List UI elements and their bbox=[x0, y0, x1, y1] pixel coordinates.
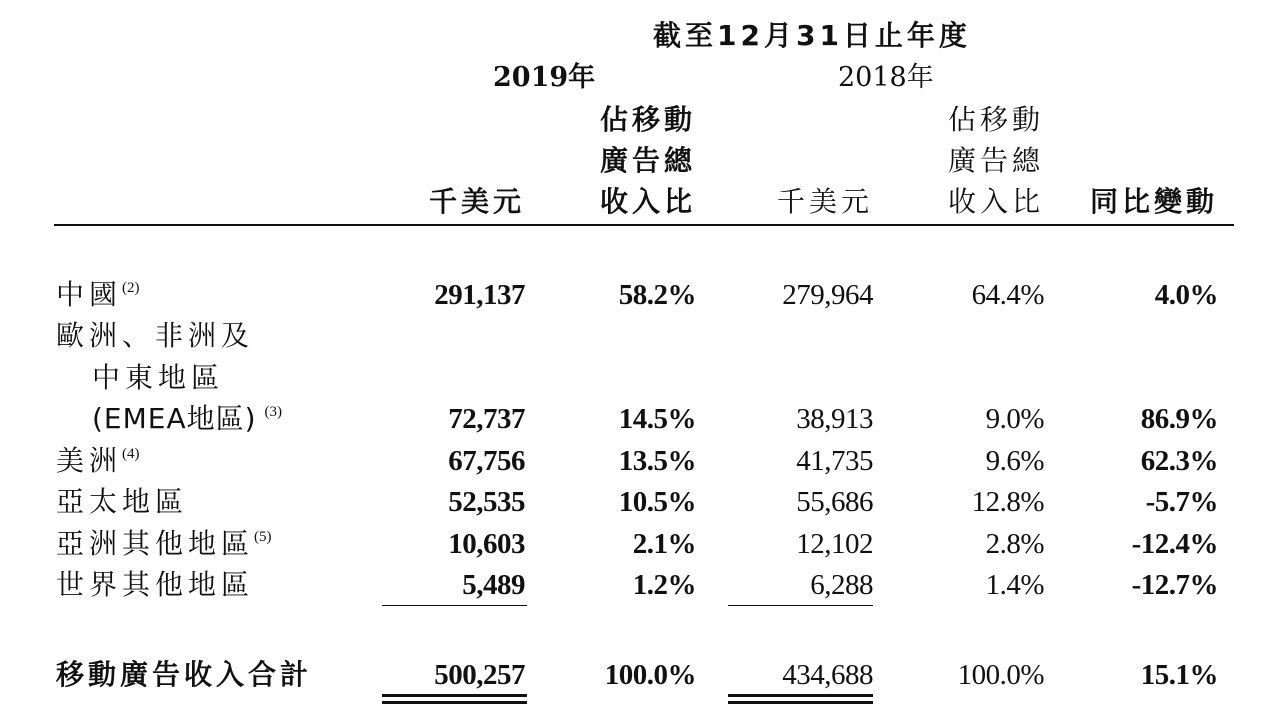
americas-2019-pct: 13.5% bbox=[618, 445, 696, 477]
year-current: 2019年 bbox=[493, 62, 596, 93]
subtotal-rule-2018 bbox=[728, 605, 873, 606]
year-prior: 2018年 bbox=[838, 62, 934, 93]
total-2018-pct: 100.0% bbox=[957, 659, 1044, 691]
rest-of-world-2019-pct: 1.2% bbox=[632, 569, 696, 601]
americas-change: 62.3% bbox=[1140, 445, 1218, 477]
row-label-americas: 美洲$^{(4)}$ bbox=[56, 444, 140, 477]
col-pct-2019-line1: 佔移動 bbox=[599, 103, 696, 136]
row-label-apac: 亞太地區 bbox=[56, 485, 189, 518]
americas-2018-usd: 41,735 bbox=[796, 445, 873, 477]
col-usd-2019: 千美元 bbox=[428, 185, 525, 218]
emea-2018-usd: 38,913 bbox=[796, 403, 873, 435]
china-2019-pct: 58.2% bbox=[618, 279, 696, 311]
rest-of-world-2018-pct: 1.4% bbox=[985, 569, 1044, 601]
col-usd-2018: 千美元 bbox=[776, 185, 873, 218]
col-pct-2018-line2: 廣告總 bbox=[947, 144, 1044, 177]
header-rule bbox=[54, 224, 1234, 226]
row-label-china: 中國$^{(2)}$ bbox=[56, 278, 140, 311]
total-double-rule-2018-top bbox=[728, 694, 873, 697]
row-label-emea-line1: 歐洲、非洲及 bbox=[56, 319, 255, 352]
emea-2018-pct: 9.0% bbox=[985, 403, 1044, 435]
total-double-rule-2019-top bbox=[382, 694, 527, 697]
total-double-rule-2018-bottom bbox=[728, 701, 873, 704]
rest-of-world-change: -12.7% bbox=[1131, 569, 1218, 601]
total-label: 移動廣告收入合計 bbox=[56, 658, 313, 691]
americas-2018-pct: 9.6% bbox=[985, 445, 1044, 477]
total-2018-usd: 434,688 bbox=[782, 659, 873, 691]
col-pct-2018-line3: 收入比 bbox=[947, 185, 1044, 218]
apac-2019-pct: 10.5% bbox=[618, 486, 696, 518]
china-2018-usd: 279,964 bbox=[782, 279, 873, 311]
col-pct-2019-line3: 收入比 bbox=[599, 185, 696, 218]
total-2019-pct: 100.0% bbox=[604, 659, 696, 691]
apac-2019-usd: 52,535 bbox=[448, 486, 525, 518]
other-asia-2018-usd: 12,102 bbox=[796, 528, 873, 560]
china-2018-pct: 64.4% bbox=[971, 279, 1044, 311]
subtotal-rule-2019 bbox=[382, 605, 527, 606]
total-2019-usd: 500,257 bbox=[434, 659, 525, 691]
row-label-other-asia: 亞洲其他地區$^{(5)}$ bbox=[56, 527, 272, 560]
emea-change: 86.9% bbox=[1140, 403, 1218, 435]
other-asia-2019-pct: 2.1% bbox=[632, 528, 696, 560]
other-asia-2018-pct: 2.8% bbox=[985, 528, 1044, 560]
china-2019-usd: 291,137 bbox=[434, 279, 525, 311]
row-label-emea-line2: 中東地區 bbox=[92, 361, 225, 394]
row-label-rest-of-world: 世界其他地區 bbox=[56, 568, 255, 601]
total-change: 15.1% bbox=[1140, 659, 1218, 691]
americas-2019-usd: 67,756 bbox=[448, 445, 525, 477]
total-double-rule-2019-bottom bbox=[382, 701, 527, 704]
emea-2019-pct: 14.5% bbox=[618, 403, 696, 435]
china-change: 4.0% bbox=[1154, 279, 1218, 311]
rest-of-world-2018-usd: 6,288 bbox=[810, 569, 873, 601]
other-asia-change: -12.4% bbox=[1131, 528, 1218, 560]
rest-of-world-2019-usd: 5,489 bbox=[462, 569, 525, 601]
emea-2019-usd: 72,737 bbox=[448, 403, 525, 435]
other-asia-2019-usd: 10,603 bbox=[448, 528, 525, 560]
apac-change: -5.7% bbox=[1145, 486, 1218, 518]
period-title: 截至12月31日止年度 bbox=[653, 19, 971, 52]
apac-2018-pct: 12.8% bbox=[971, 486, 1044, 518]
col-pct-2019-line2: 廣告總 bbox=[599, 144, 696, 177]
col-pct-2018-line1: 佔移動 bbox=[947, 103, 1044, 136]
col-change: 同比變動 bbox=[1089, 185, 1218, 218]
row-label-emea-line3: (EMEA地區) $^{(3)}$ bbox=[92, 402, 283, 435]
apac-2018-usd: 55,686 bbox=[796, 486, 873, 518]
